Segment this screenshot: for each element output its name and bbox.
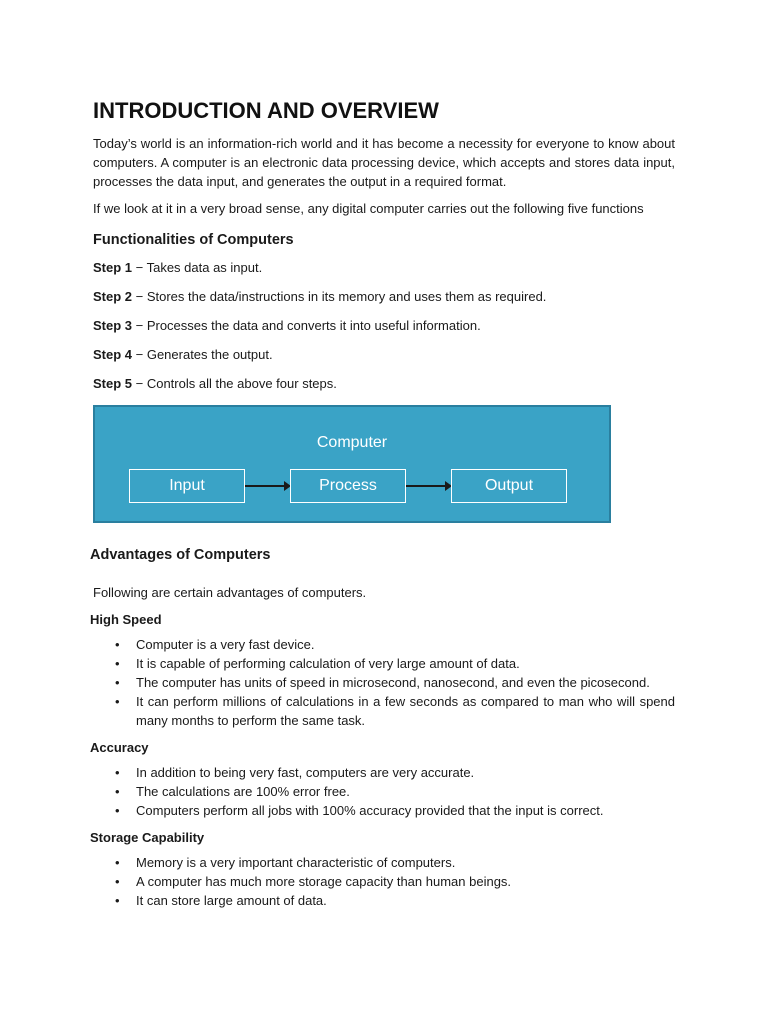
high-speed-heading: High Speed [90, 612, 162, 627]
list-item: • The computer has units of speed in microsecond, nanosecond, and even the picosecond. [115, 675, 650, 690]
bullet-icon: • [115, 874, 120, 889]
accuracy-list [93, 763, 675, 820]
bullet-icon: • [115, 784, 120, 799]
accuracy-heading: Accuracy [90, 740, 149, 755]
list-item: • Computers perform all jobs with 100% accuracy provided that the input is correct. [115, 803, 604, 818]
list-item: • In addition to being very fast, computers are very accurate. [115, 765, 475, 780]
step-text: − Controls all the above four steps. [132, 376, 337, 391]
storage-capability-list [93, 853, 675, 910]
output-box: Output [451, 469, 567, 503]
bullet-icon: • [115, 656, 120, 671]
page-title: INTRODUCTION AND OVERVIEW [93, 98, 439, 123]
step-1 [93, 258, 675, 277]
step-text: − Stores the data/instructions in its memory and uses them as required. [132, 289, 547, 304]
functions-paragraph: If we look at it in a very broad sense, any digital computer carries out the following five functions [93, 201, 644, 216]
arrow-right-icon [406, 485, 450, 487]
list-item: • A computer has much more storage capacity than human beings. [115, 874, 512, 889]
step-5 [93, 374, 675, 393]
process-box: Process [290, 469, 406, 503]
bullet-icon: • [115, 675, 120, 690]
step-label: Step 5 [93, 376, 133, 391]
functionalities-heading: Functionalities of Computers [93, 232, 294, 248]
step-text: − Generates the output. [132, 347, 273, 362]
advantages-heading: Advantages of Computers [90, 547, 271, 563]
step-4 [93, 345, 675, 364]
step-2 [93, 287, 675, 306]
intro-paragraph: Today’s world is an information-rich world and it has become a necessity for everyone to know about computers. A computer is an electronic data processing device, which accepts and stores data input, processes the data input, and generates the output in a required format. [93, 136, 675, 189]
bullet-icon: • [115, 765, 120, 780]
list-item: • The calculations are 100% error free. [115, 784, 350, 799]
input-box: Input [129, 469, 245, 503]
bullet-icon: • [115, 855, 120, 870]
computer-diagram [93, 405, 611, 523]
bullet-icon: • [115, 893, 120, 908]
list-item: • It is capable of performing calculation of very large amount of data. [115, 656, 520, 671]
step-label: Step 4 [93, 347, 133, 362]
step-label: Step 3 [93, 318, 133, 333]
arrow-right-icon [245, 485, 289, 487]
bullet-icon: • [115, 803, 120, 818]
step-label: Step 1 [93, 260, 133, 275]
advantages-intro: Following are certain advantages of computers. [93, 585, 367, 600]
step-text: − Takes data as input. [132, 260, 263, 275]
bullet-icon: • [115, 637, 120, 652]
step-label: Step 2 [93, 289, 133, 304]
document-page [90, 98, 675, 910]
list-item: • Memory is a very important characteristic of computers. [115, 855, 456, 870]
storage-capability-heading: Storage Capability [90, 830, 205, 845]
diagram-title: Computer [316, 434, 388, 451]
list-item: • Computer is a very fast device. [115, 637, 315, 652]
step-3 [93, 316, 675, 335]
bullet-icon: • [115, 694, 120, 709]
high-speed-list [93, 635, 675, 730]
list-item: • It can store large amount of data. [115, 893, 327, 908]
step-text: − Processes the data and converts it into useful information. [132, 318, 481, 333]
list-item: • It can perform millions of calculations in a few seconds as compared to man who will spend many months to perform the same task. [115, 694, 675, 728]
